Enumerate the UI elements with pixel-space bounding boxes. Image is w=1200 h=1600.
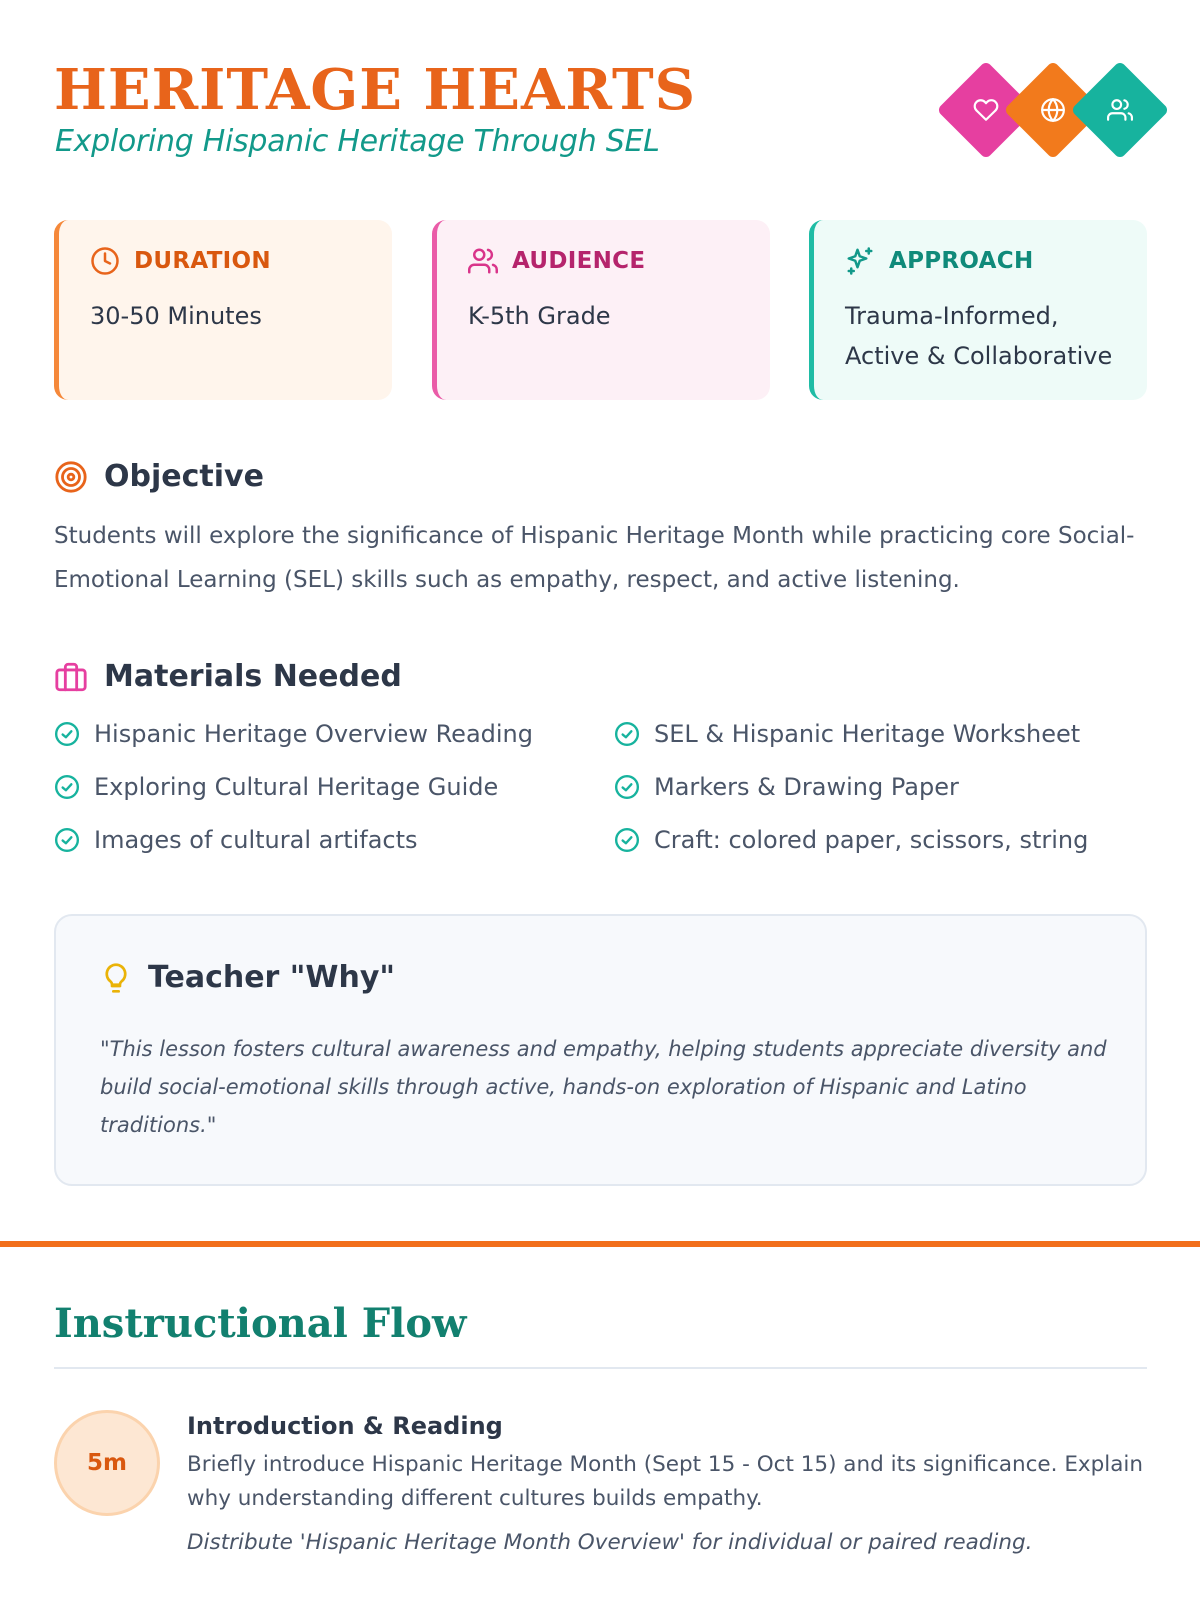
check-circle-icon (54, 721, 80, 747)
material-item (614, 773, 959, 801)
users-icon (1107, 97, 1133, 123)
material-label: Markers & Drawing Paper (654, 773, 959, 801)
approach-value: Trauma-Informed, Active & Collaborative (845, 302, 1113, 370)
approach-label: APPROACH (889, 248, 1034, 274)
material-label: Craft: colored paper, scissors, string (654, 826, 1089, 854)
materials-header (54, 659, 402, 694)
material-item (54, 720, 533, 748)
step-note: Distribute 'Hispanic Heritage Month Overview' for individual or paired reading. (187, 1530, 1033, 1555)
teacher-why-box (54, 914, 1147, 1186)
material-item (614, 826, 1088, 854)
clock-icon (90, 246, 120, 276)
teacher-why-title: Teacher "Why" (148, 960, 396, 995)
material-label: Hispanic Heritage Overview Reading (94, 720, 533, 748)
check-circle-icon (614, 721, 640, 747)
approach-card-header (845, 246, 1034, 276)
material-item (54, 826, 418, 854)
audience-value: K-5th Grade (468, 302, 611, 330)
teacher-why-quote: "This lesson fosters cultural awareness and empathy, helping students appreciate diversity and build social-emotional skills through active, hands-on exploration of Hispanic and Latino traditions." (100, 1037, 1107, 1137)
check-circle-icon (614, 827, 640, 853)
check-circle-icon (54, 774, 80, 800)
duration-label: DURATION (134, 248, 271, 274)
check-circle-icon (54, 827, 80, 853)
materials-title: Materials Needed (104, 659, 402, 694)
users-icon (468, 246, 498, 276)
objective-header (54, 459, 264, 494)
briefcase-icon (54, 660, 88, 694)
heart-icon (973, 97, 999, 123)
material-label: Images of cultural artifacts (94, 826, 418, 854)
approach-card (809, 220, 1147, 400)
step-time-badge: 5m (54, 1410, 160, 1516)
audience-card (432, 220, 770, 400)
page-subtitle: Exploring Hispanic Heritage Through SEL (55, 124, 660, 159)
audience-label: AUDIENCE (512, 248, 646, 274)
users-badge (1071, 61, 1170, 160)
section-divider (0, 1241, 1200, 1247)
flow-title-rule (54, 1367, 1147, 1369)
material-label: SEL & Hispanic Heritage Worksheet (654, 720, 1081, 748)
audience-card-header (468, 246, 645, 276)
check-circle-icon (614, 774, 640, 800)
instructional-flow-title: Instructional Flow (54, 1300, 467, 1347)
teacher-why-header (100, 960, 395, 995)
objective-title: Objective (104, 459, 264, 494)
target-icon (54, 460, 88, 494)
objective-text: Students will explore the significance of Hispanic Heritage Month while practicing core Social-Emotional Learning (SEL) skills such as empathy, respect, and active listening. (54, 523, 1135, 593)
page-title: HERITAGE HEARTS (54, 57, 697, 123)
step-title: Introduction & Reading (187, 1412, 503, 1440)
globe-icon (1040, 97, 1066, 123)
lightbulb-icon (100, 962, 132, 994)
material-item (614, 720, 1080, 748)
duration-card-header (90, 246, 271, 276)
material-label: Exploring Cultural Heritage Guide (94, 773, 499, 801)
sparkles-icon (845, 246, 875, 276)
duration-value: 30-50 Minutes (90, 302, 262, 330)
step-description: Briefly introduce Hispanic Heritage Month (Sept 15 - Oct 15) and its significance. Explain why understanding different cultures builds empathy. (187, 1452, 1144, 1511)
duration-card (54, 220, 392, 400)
material-item (54, 773, 498, 801)
